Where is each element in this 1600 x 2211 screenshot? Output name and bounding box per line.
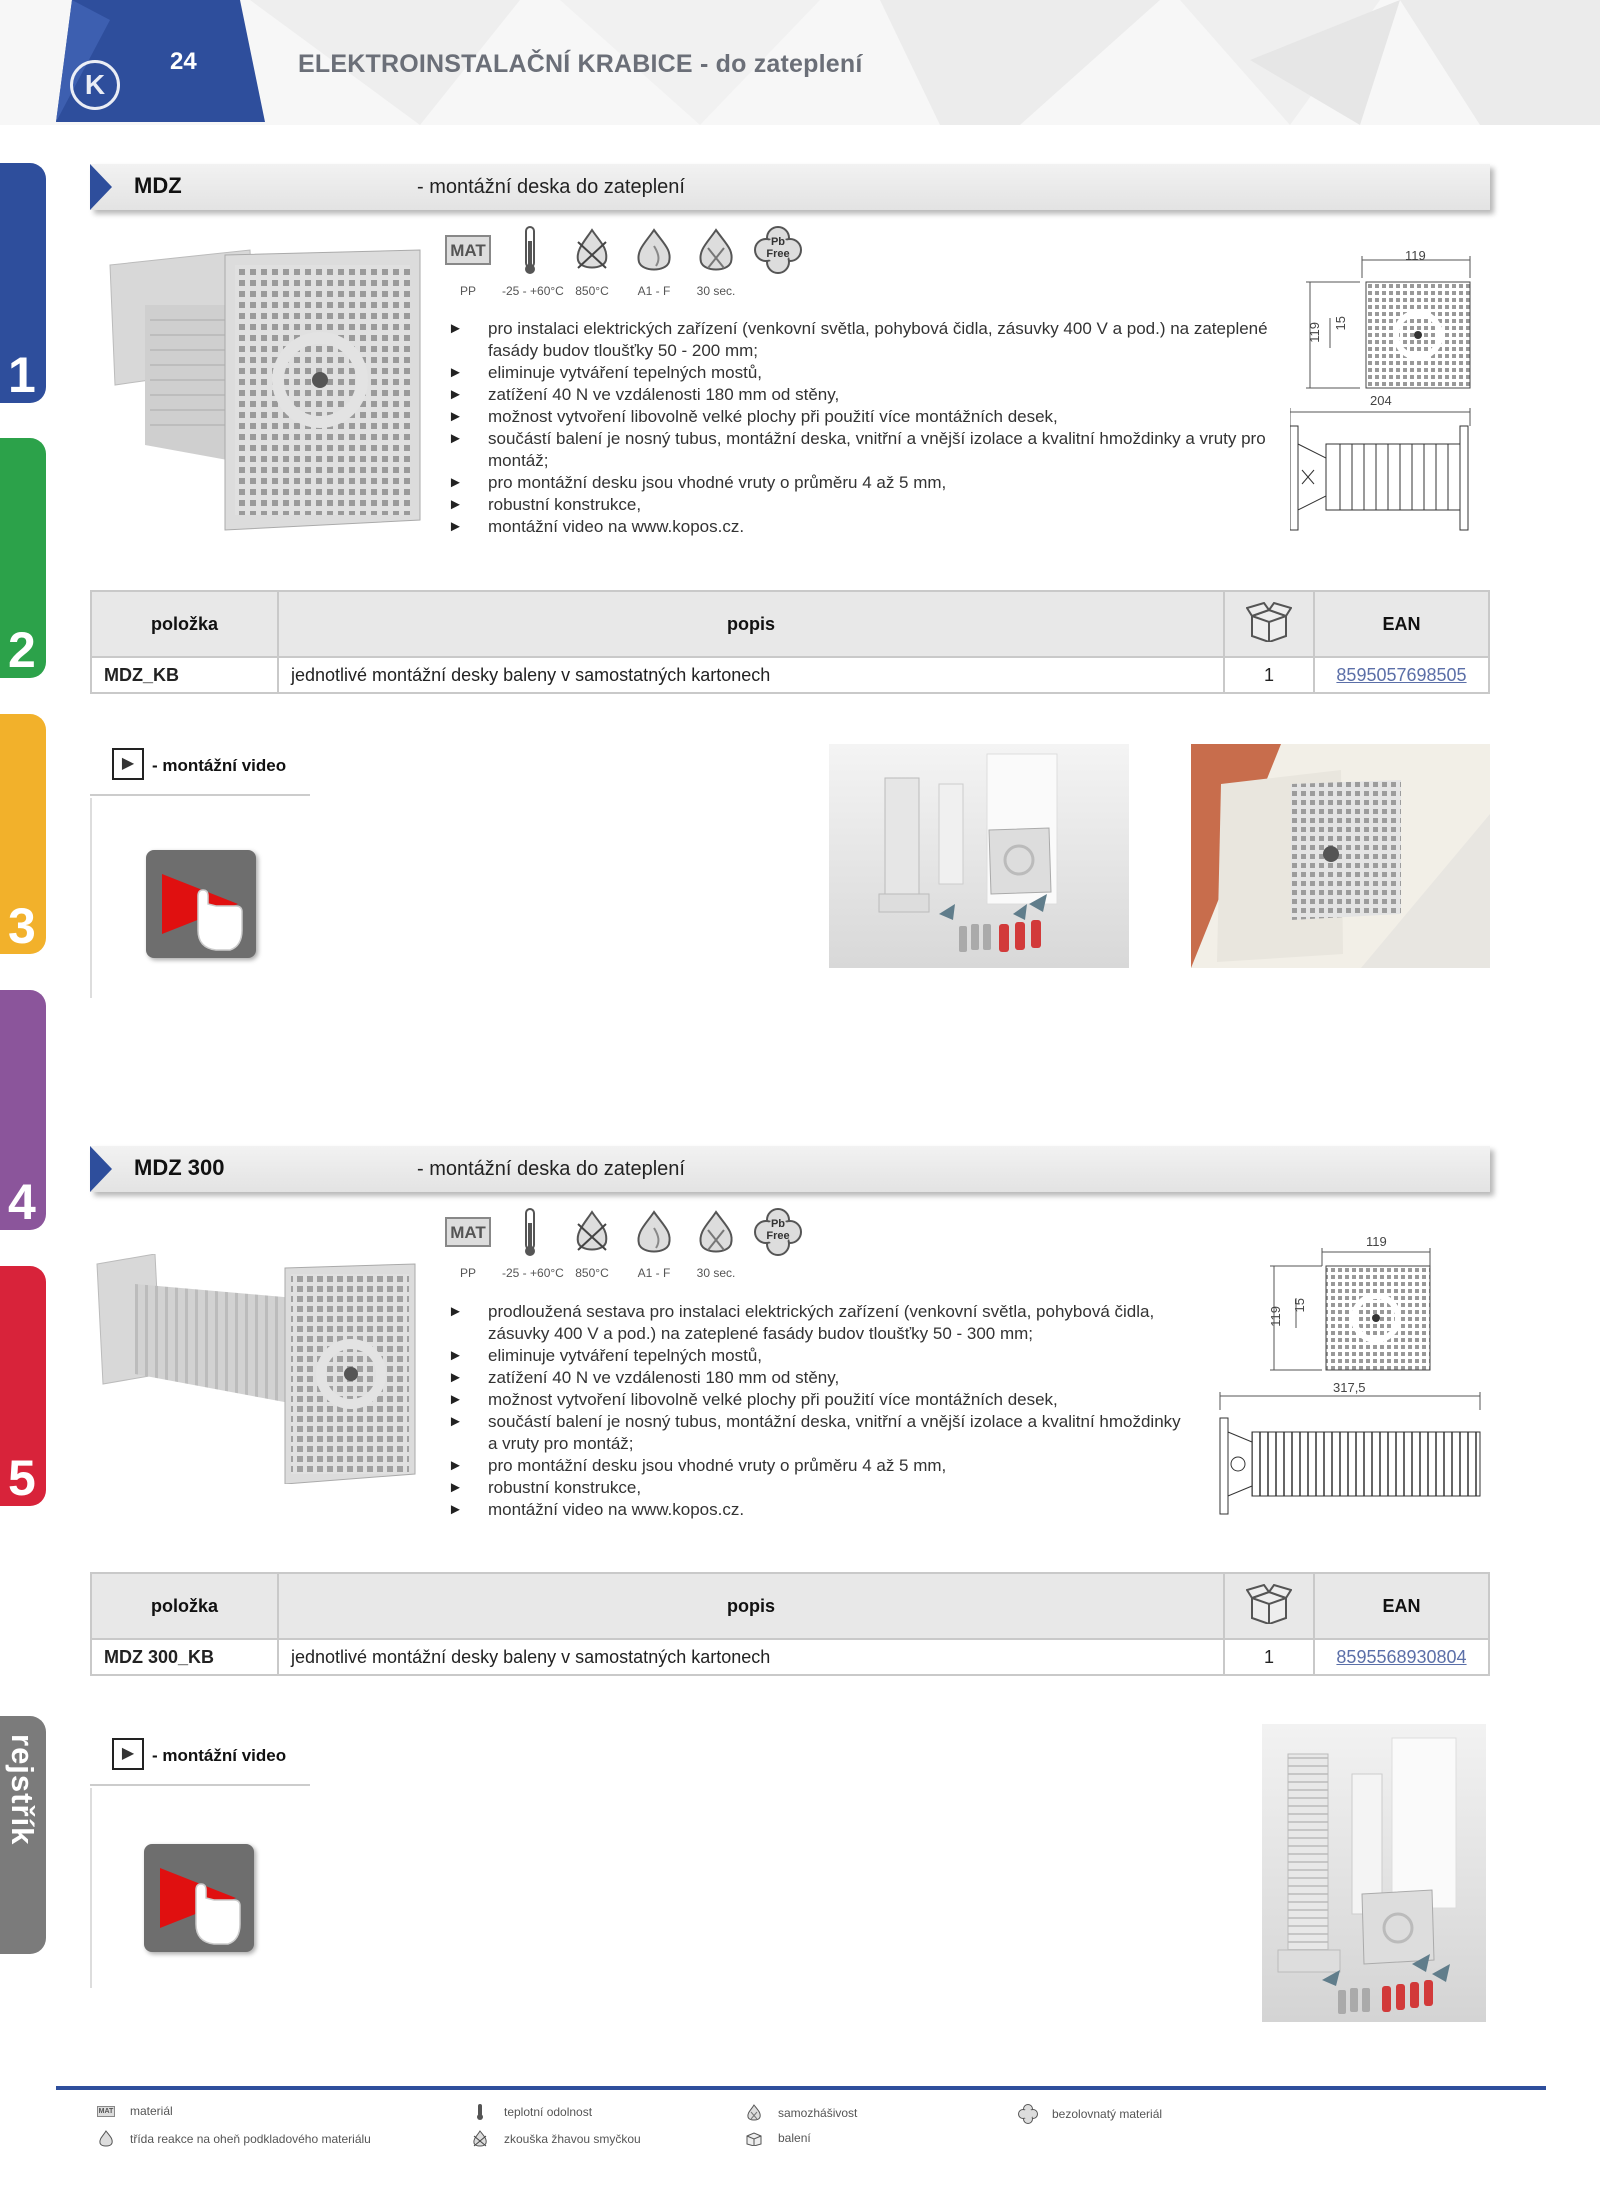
package-icon xyxy=(1246,602,1292,642)
glow-wire-icon xyxy=(468,2130,492,2148)
page-number: 24 xyxy=(170,48,197,75)
feature-list-mdz-300 xyxy=(448,1301,1188,1521)
flame-icon xyxy=(626,224,682,276)
cell-desc: jednotlivé montážní desky baleny v samostatných kartonech xyxy=(278,657,1224,693)
thermometer-icon xyxy=(502,224,558,276)
list-item: ► eliminuje vytváření tepelných mostů, xyxy=(448,362,1268,384)
cell-qty: 1 xyxy=(1224,657,1314,693)
col-header-desc: popis xyxy=(278,591,1224,657)
tab-chapter-3[interactable]: 3 xyxy=(0,714,46,954)
feature-list-mdz xyxy=(448,318,1268,538)
list-item: ► montážní video na www.kopos.cz. xyxy=(448,1499,1188,1521)
pb-free-icon: Pb Free xyxy=(750,1206,806,1258)
prop-material: MAT PP xyxy=(440,1206,496,1280)
self-extinguish-icon xyxy=(688,224,744,276)
dim-height: 119 xyxy=(1268,1306,1283,1327)
tab-chapter-2[interactable]: 2 xyxy=(0,438,46,678)
dim-height: 119 xyxy=(1307,322,1322,343)
prop-temperature: -25 - +60°C xyxy=(502,224,558,298)
legend-item: balení xyxy=(742,2130,811,2146)
col-header-package xyxy=(1224,591,1314,657)
prop-temperature: -25 - +60°C xyxy=(502,1206,558,1280)
list-item: ► pro instalaci elektrických zařízení (venkovní světla, pohybová čidla, zásuvky 400 V a pod.) na zateplené fasády budov tloušťky 50 - 200 mm; xyxy=(448,318,1268,362)
list-item: ► možnost vytvoření libovolně velké plochy při použití více montážních desek, xyxy=(448,406,1268,428)
prop-self-extinguish: 30 sec. xyxy=(688,1206,744,1280)
prop-glow-wire: 850°C xyxy=(564,1206,620,1280)
col-header-item: položka xyxy=(91,1573,278,1639)
package-icon xyxy=(742,2130,766,2146)
play-icon[interactable]: ▶ xyxy=(112,1738,144,1770)
prop-pb-free xyxy=(750,224,806,298)
self-extinguish-icon xyxy=(742,2104,766,2122)
cell-item: MDZ_KB xyxy=(91,657,278,693)
thermometer-icon xyxy=(502,1206,558,1258)
icon-legend xyxy=(0,2104,1600,2164)
list-item: ► robustní konstrukce, xyxy=(448,1477,1188,1499)
list-item: ► zatížení 40 N ve vzdálenosti 180 mm od stěny, xyxy=(448,384,1268,406)
list-item: ► pro montážní desku jsou vhodné vruty o průměru 4 až 5 mm, xyxy=(448,472,1268,494)
cell-desc: jednotlivé montážní desky baleny v samostatných kartonech xyxy=(278,1639,1224,1675)
tab-chapter-1[interactable]: 1 xyxy=(0,163,46,403)
product-photo-mdz-300 xyxy=(95,1254,425,1484)
prop-self-extinguish: 30 sec. xyxy=(688,224,744,298)
dim-width: 119 xyxy=(1405,248,1426,263)
banner-arrow-icon xyxy=(90,1146,112,1192)
list-item: ► pro montážní desku jsou vhodné vruty o průměru 4 až 5 mm, xyxy=(448,1455,1188,1477)
cell-item: MDZ 300_KB xyxy=(91,1639,278,1675)
legend-item: teplotní odolnost xyxy=(468,2104,592,2120)
legend-item: třída reakce na oheň podkladového materiálu xyxy=(94,2130,371,2148)
product-table-mdz-300 xyxy=(90,1572,1490,1676)
prop-fire-class: A1 - F xyxy=(626,1206,682,1280)
list-item: ► prodloužená sestava pro instalaci elektrických zařízení (venkovní světla, pohybová čidla, zásuvky 400 V a pod.) na zateplené fasády budov tloušťky 50 - 300 mm; xyxy=(448,1301,1188,1345)
package-icon xyxy=(1246,1584,1292,1624)
product-banner-mdz-300 xyxy=(90,1146,1490,1192)
col-header-package xyxy=(1224,1573,1314,1639)
table-row xyxy=(91,1639,1489,1675)
product-code: MDZ xyxy=(134,173,182,198)
footer-divider xyxy=(56,2086,1546,2090)
product-description: - montážní deska do zateplení xyxy=(417,176,685,198)
tab-chapter-4[interactable]: 4 xyxy=(0,990,46,1230)
application-photo-kit-300 xyxy=(1262,1724,1486,2022)
tab-chapter-5[interactable]: 5 xyxy=(0,1266,46,1506)
flame-icon xyxy=(626,1206,682,1258)
video-label: - montážní video xyxy=(152,756,287,775)
list-item: ► součástí balení je nosný tubus, montážní deska, vnitřní a vnější izolace a kvalitní hmoždinky a vruty pro montáž; xyxy=(448,1411,1188,1455)
pb-free-icon xyxy=(1016,2104,1040,2124)
list-item: ► zatížení 40 N ve vzdálenosti 180 mm od stěny, xyxy=(448,1367,1188,1389)
product-description: - montážní deska do zateplení xyxy=(417,1158,685,1180)
col-header-desc: popis xyxy=(278,1573,1224,1639)
dim-offset: 15 xyxy=(1333,316,1348,331)
table-row xyxy=(91,657,1489,693)
legend-item: bezolovnatý materiál xyxy=(1016,2104,1162,2124)
list-item: ► robustní konstrukce, xyxy=(448,494,1268,516)
prop-fire-class: A1 - F xyxy=(626,224,682,298)
prop-glow-wire: 850°C xyxy=(564,224,620,298)
glow-wire-icon xyxy=(564,1206,620,1258)
page-title: ELEKTROINSTALAČNÍ KRABICE - do zateplení xyxy=(298,50,863,78)
list-item: ► eliminuje vytváření tepelných mostů, xyxy=(448,1345,1188,1367)
video-play-button[interactable] xyxy=(146,850,256,958)
prop-material: MAT PP xyxy=(440,224,496,298)
list-item: ► součástí balení je nosný tubus, montážní deska, vnitřní a vnější izolace a kvalitní hmoždinky a vruty pro montáž; xyxy=(448,428,1268,472)
video-play-button[interactable] xyxy=(144,1844,254,1952)
tab-index[interactable]: rejstřík xyxy=(0,1716,46,1954)
mat-icon: MAT xyxy=(98,2107,114,2115)
flame-icon xyxy=(94,2130,118,2148)
col-header-ean: EAN xyxy=(1314,591,1489,657)
thermometer-icon xyxy=(468,2104,492,2120)
self-extinguish-icon xyxy=(688,1206,744,1258)
col-header-item: položka xyxy=(91,591,278,657)
product-photo-mdz xyxy=(105,245,435,535)
legend-item: samozhášivost xyxy=(742,2104,857,2122)
col-header-ean: EAN xyxy=(1314,1573,1489,1639)
technical-drawing-mdz-300 xyxy=(1218,1232,1488,1522)
mat-icon: MAT xyxy=(445,1217,491,1247)
application-photo-kit xyxy=(829,744,1129,968)
list-item: ► možnost vytvoření libovolně velké plochy při použití více montážních desek, xyxy=(448,1389,1188,1411)
application-photo-facade xyxy=(1191,744,1490,968)
video-block-mdz-300 xyxy=(90,1730,310,2000)
dim-length: 317,5 xyxy=(1333,1380,1366,1395)
prop-pb-free xyxy=(750,1206,806,1280)
dim-length: 204 xyxy=(1370,393,1392,408)
product-table-mdz xyxy=(90,590,1490,694)
dim-width: 119 xyxy=(1366,1234,1387,1249)
glow-wire-icon xyxy=(564,224,620,276)
video-block-mdz xyxy=(90,740,310,1010)
company-logo: K xyxy=(70,60,120,110)
cell-qty: 1 xyxy=(1224,1639,1314,1675)
ean-link[interactable]: 8595057698505 xyxy=(1314,657,1489,693)
video-label: - montážní video xyxy=(152,1746,287,1765)
pb-free-icon: Pb Free xyxy=(750,224,806,276)
product-banner-mdz xyxy=(90,164,1490,210)
play-icon[interactable]: ▶ xyxy=(112,748,144,780)
ean-link[interactable]: 8595568930804 xyxy=(1314,1639,1489,1675)
mat-icon: MAT xyxy=(445,235,491,265)
dim-offset: 15 xyxy=(1292,1298,1307,1313)
list-item: ► montážní video na www.kopos.cz. xyxy=(448,516,1268,538)
product-code: MDZ 300 xyxy=(134,1155,225,1180)
legend-item: MAT materiál xyxy=(98,2104,173,2118)
banner-arrow-icon xyxy=(90,164,112,210)
legend-item: zkouška žhavou smyčkou xyxy=(468,2130,641,2148)
